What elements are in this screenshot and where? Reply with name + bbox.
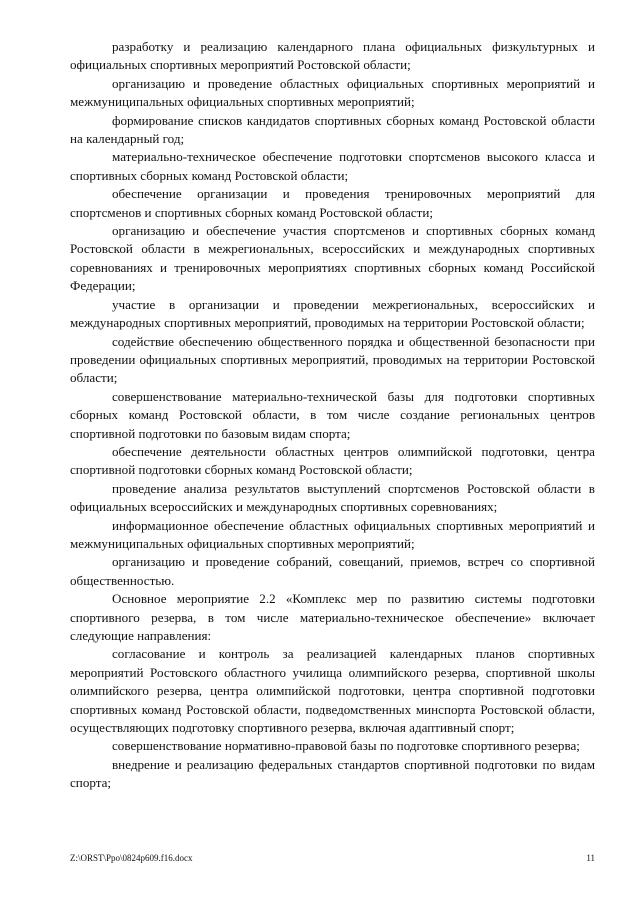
paragraph: согласование и контроль за реализацией календарных планов спортивных мероприятий Ростовского областного училища олимпийского резерва, спортивной школы олимпийского резерва, центра олимпийской подготовки, центра спортивной подготовки спортивных команд Ростовской области, подведомственных минспорта Ростовской области, осуществляющих подготовку спортивного резерва, включая адаптивный спорт;: [70, 646, 595, 736]
page-number: 11: [586, 853, 595, 863]
paragraph: обеспечение деятельности областных центров олимпийской подготовки, центра спортивной подготовки сборных команд Ростовской области;: [70, 443, 595, 478]
paragraph: проведение анализа результатов выступлений спортсменов Ростовской области в официальных всероссийских и международных спортивных соревнованиях;: [70, 480, 595, 515]
paragraph: совершенствование материально-технической базы для подготовки спортивных сборных команд Ростовской области, в том числе создание региональных центров спортивной подготовки по базовым видам спорта;: [70, 388, 595, 441]
paragraph: организацию и проведение собраний, совещаний, приемов, встреч со спортивной общественностью.: [70, 554, 595, 588]
paragraph: организацию и обеспечение участия спортсменов и спортивных сборных команд Ростовской области в межрегиональных, всероссийских и международных спортивных соревнованиях и тренировочных мероприятиях спортивных сборных команд Российской Федерации;: [70, 223, 595, 294]
paragraph: материально-техническое обеспечение подготовки спортсменов высокого класса и спортивных сборных команд Ростовской области;: [70, 149, 595, 183]
paragraph: содействие обеспечению общественного порядка и общественной безопасности при проведении официальных спортивных мероприятий, проводимых на территории Ростовской области;: [70, 333, 595, 386]
paragraph: совершенствование нормативно-правовой базы по подготовке спортивного резерва;: [112, 738, 580, 754]
paragraph: разработку и реализацию календарного плана официальных физкультурных и официальных спортивных мероприятий Ростовской области;: [70, 39, 595, 73]
page-footer: [70, 852, 595, 864]
paragraph: участие в организации и проведении межрегиональных, всероссийских и международных спортивных мероприятий, проводимых на территории Ростовской области;: [70, 296, 595, 331]
paragraph: Основное мероприятие 2.2 «Комплекс мер по развитию системы подготовки спортивного резерва, в том числе материально-техническое обеспечение» включает следующие направления:: [70, 591, 595, 643]
paragraph: внедрение и реализацию федеральных стандартов спортивной подготовки по видам спорта;: [70, 756, 595, 791]
paragraph: информационное обеспечение областных официальных спортивных мероприятий и межмуниципальных официальных спортивных мероприятий;: [70, 517, 595, 551]
paragraph: обеспечение организации и проведения тренировочных мероприятий для спортсменов и спортивных сборных команд Ростовской области;: [70, 186, 595, 220]
paragraph: формирование списков кандидатов спортивных сборных команд Ростовской области на календарный год;: [70, 112, 595, 147]
document-body: [70, 38, 595, 793]
file-path: Z:\ORST\Ppo\0824p609.f16.docx: [70, 853, 193, 863]
paragraph: организацию и проведение областных официальных спортивных мероприятий и межмуниципальных официальных спортивных мероприятий;: [70, 75, 595, 110]
